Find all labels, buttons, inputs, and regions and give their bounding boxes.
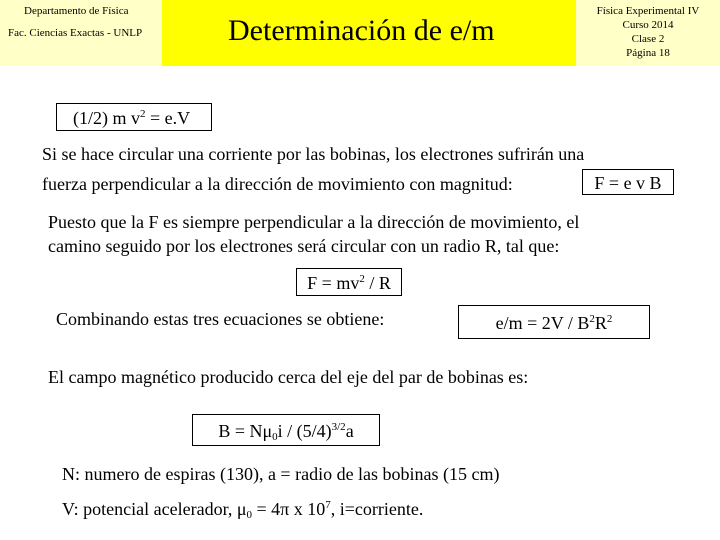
eq1-exponent: 2 [140,108,146,120]
header-left-panel [0,0,162,66]
eq4-subscript: 0 [272,431,278,443]
combine-text: Combinando estas tres ecuaciones se obtiene: [56,309,385,329]
force-equation: F = e v B [582,169,674,195]
eq3-text-a: e/m = 2V / B [495,313,590,333]
year-label: Curso 2014 [622,19,674,31]
turns-radius-note: N: numero de espiras (130), a = radio de las bobinas (15 cm) [62,464,500,484]
page-number: Página 18 [626,47,670,59]
eq3-text-b: R [594,313,607,333]
course-label: Física Experimental IV [596,5,700,17]
centripetal-force-equation [296,268,402,296]
eq2-text-b: / R [364,273,391,293]
magnetic-field-equation [192,414,380,446]
magnetic-field-text: El campo magnético producido cerca del eje del par de bobinas es: [48,367,529,387]
note2-text-b: = 4 [252,499,281,519]
mu-symbol: μ [262,421,273,441]
note2-subscript: 0 [246,509,253,521]
eq4-text-a: B = N [218,421,263,441]
potential-note [62,498,423,520]
note2-text-a: V: potencial acelerador, [62,499,237,519]
eq1-text-a: (1/2) m v [73,108,140,128]
page-title: Determinación de e/m [228,14,495,47]
eq4-text-c: a [345,421,354,441]
mu-symbol: μ [236,499,247,519]
department-label: Departamento de Física [24,5,129,17]
eq4-text-b: i / (5/4) [277,421,332,441]
charge-mass-ratio-equation [458,305,650,339]
paragraph-1-line-1: Si se hace circular una corriente por las bobinas, los electrones sufrirán una [42,144,585,164]
class-label: Clase 2 [631,33,665,45]
header-right-panel [576,0,720,66]
note2-text-c: x 10 [289,499,326,519]
faculty-label: Fac. Ciencias Exactas - UNLP [8,27,143,39]
pi-symbol: π [280,499,290,519]
eq1-text-b: = e.V [145,108,191,128]
eq4-exponent: 3/2 [331,421,346,433]
paragraph-2-line-2: camino seguido por los electrones será circular con un radio R, tal que: [48,236,560,256]
note2-text-d: , i=corriente. [330,499,424,519]
eq3-exponent-1: 2 [589,313,595,325]
eq2-exponent: 2 [359,273,365,285]
paragraph-1-line-2: fuerza perpendicular a la dirección de movimiento con magnitud: [42,174,513,194]
note2-exponent: 7 [325,499,331,511]
kinetic-energy-equation [56,103,212,131]
eq3-exponent-2: 2 [606,313,613,325]
paragraph-2-line-1: Puesto que la F es siempre perpendicular a la dirección de movimiento, el [48,212,580,232]
eq2-text-a: F = mv [307,273,360,293]
header-title-panel [162,0,576,66]
